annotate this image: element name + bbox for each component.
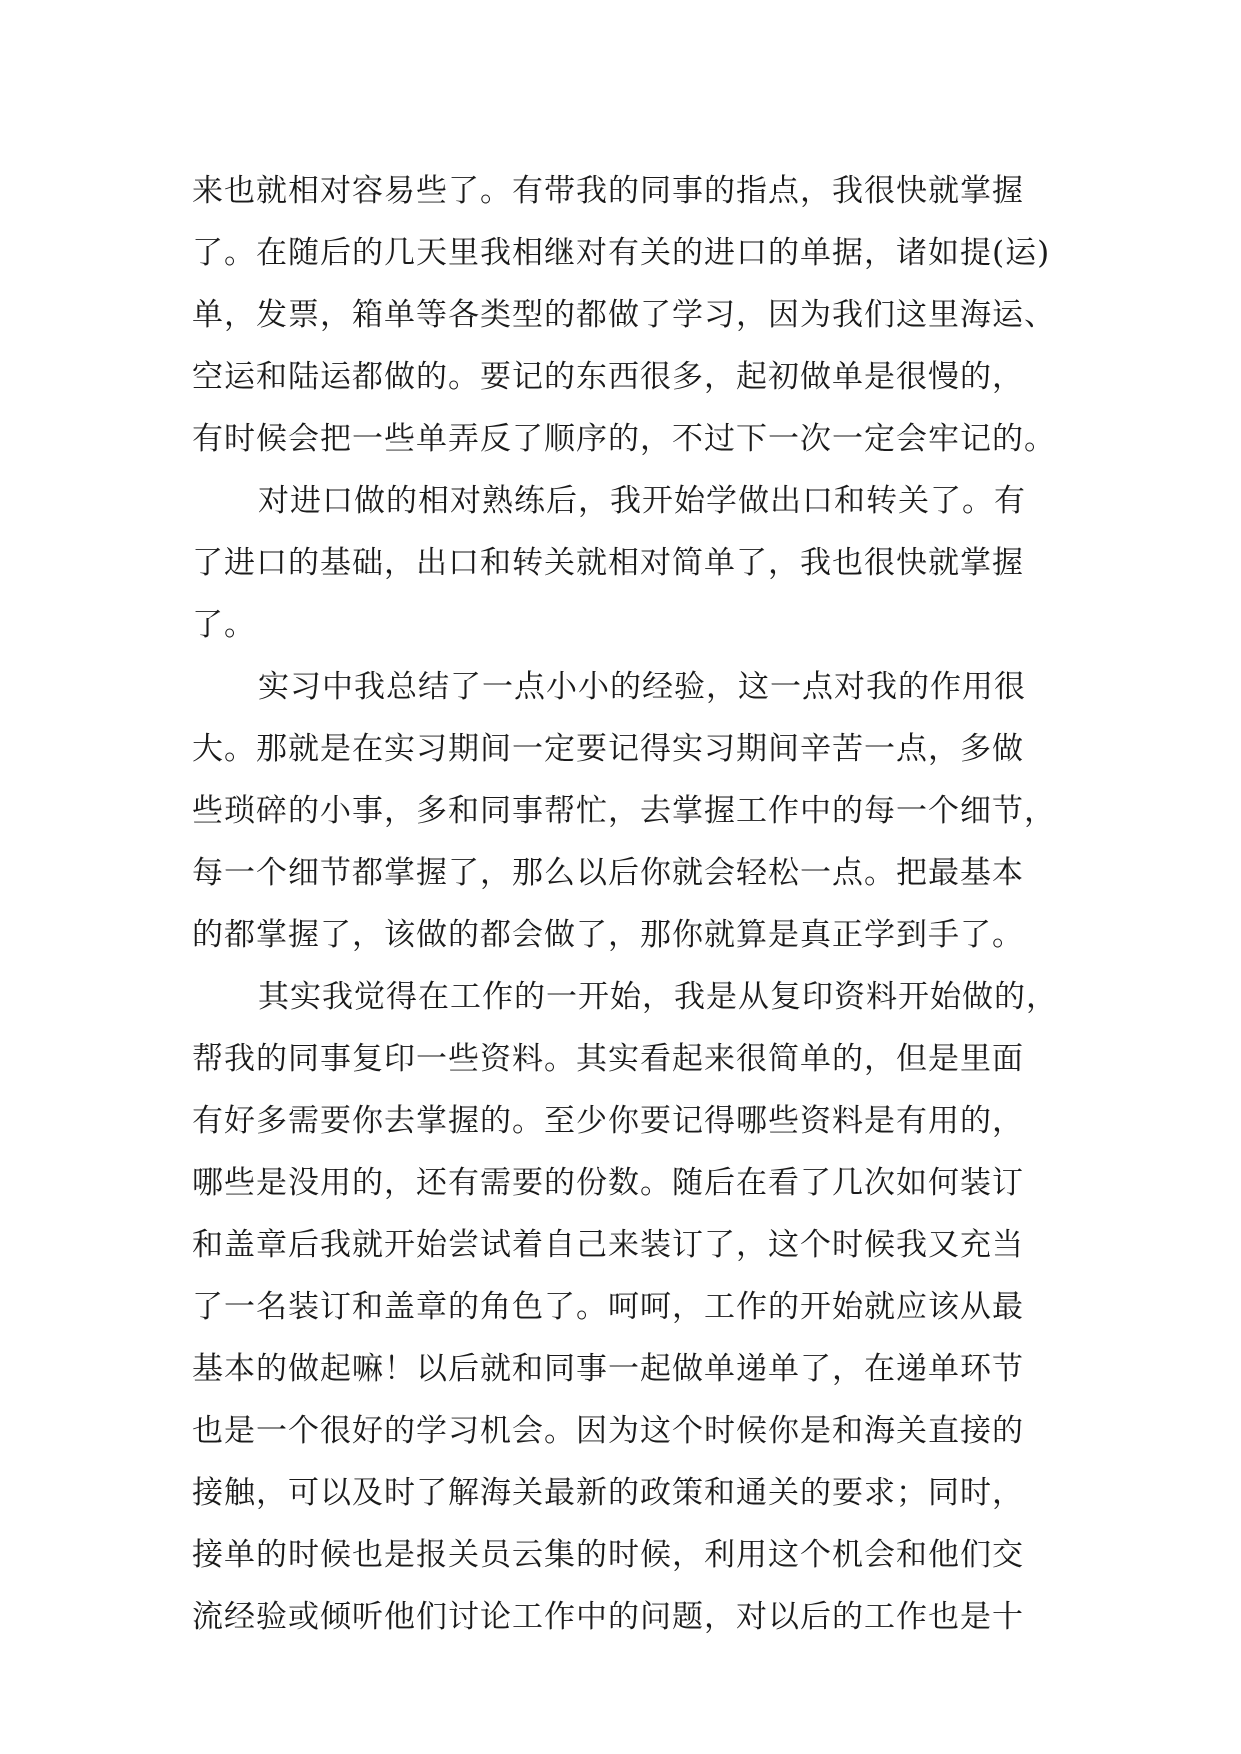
text-line: 的都掌握了，该做的都会做了，那你就算是真正学到手了。	[192, 917, 1024, 953]
text-line: 大。那就是在实习期间一定要记得实习期间辛苦一点，多做	[192, 731, 1024, 767]
text-line: 些琐碎的小事，多和同事帮忙，去掌握工作中的每一个细节，	[192, 793, 1056, 829]
text-line: 有好多需要你去掌握的。至少你要记得哪些资料是有用的，	[192, 1103, 1024, 1139]
text-line: 来也就相对容易些了。有带我的同事的指点，我很快就掌握	[192, 173, 1024, 209]
text-line: 了进口的基础，出口和转关就相对简单了，我也很快就掌握	[192, 545, 1024, 581]
text-line: 也是一个很好的学习机会。因为这个时候你是和海关直接的	[192, 1413, 1024, 1449]
text-line: 对进口做的相对熟练后，我开始学做出口和转关了。有	[258, 483, 1026, 519]
text-line: 实习中我总结了一点小小的经验，这一点对我的作用很	[258, 669, 1026, 705]
text-line: 空运和陆运都做的。要记的东西很多，起初做单是很慢的，	[192, 359, 1024, 395]
text-line: 接单的时候也是报关员云集的时候，利用这个机会和他们交	[192, 1537, 1024, 1573]
text-line: 和盖章后我就开始尝试着自己来装订了，这个时候我又充当	[192, 1227, 1024, 1263]
body-text	[192, 160, 1072, 1648]
text-line: 基本的做起嘛！以后就和同事一起做单递单了，在递单环节	[192, 1351, 1024, 1387]
text-line: 哪些是没用的，还有需要的份数。随后在看了几次如何装订	[192, 1165, 1024, 1201]
text-line: 每一个细节都掌握了，那么以后你就会轻松一点。把最基本	[192, 855, 1024, 891]
text-line: 接触，可以及时了解海关最新的政策和通关的要求；同时，	[192, 1475, 1024, 1511]
text-line: 其实我觉得在工作的一开始，我是从复印资料开始做的，	[258, 979, 1058, 1015]
text-line: 了一名装订和盖章的角色了。呵呵，工作的开始就应该从最	[192, 1289, 1024, 1325]
text-line: 单，发票，箱单等各类型的都做了学习，因为我们这里海运、	[192, 297, 1056, 333]
text-line: 了。在随后的几天里我相继对有关的进口的单据，诸如提(运)	[192, 235, 1051, 271]
text-line: 帮我的同事复印一些资料。其实看起来很简单的，但是里面	[192, 1041, 1024, 1077]
text-line: 了。	[192, 607, 256, 643]
text-line: 流经验或倾听他们讨论工作中的问题，对以后的工作也是十	[192, 1599, 1024, 1635]
text-line: 有时候会把一些单弄反了顺序的，不过下一次一定会牢记的。	[192, 421, 1056, 457]
